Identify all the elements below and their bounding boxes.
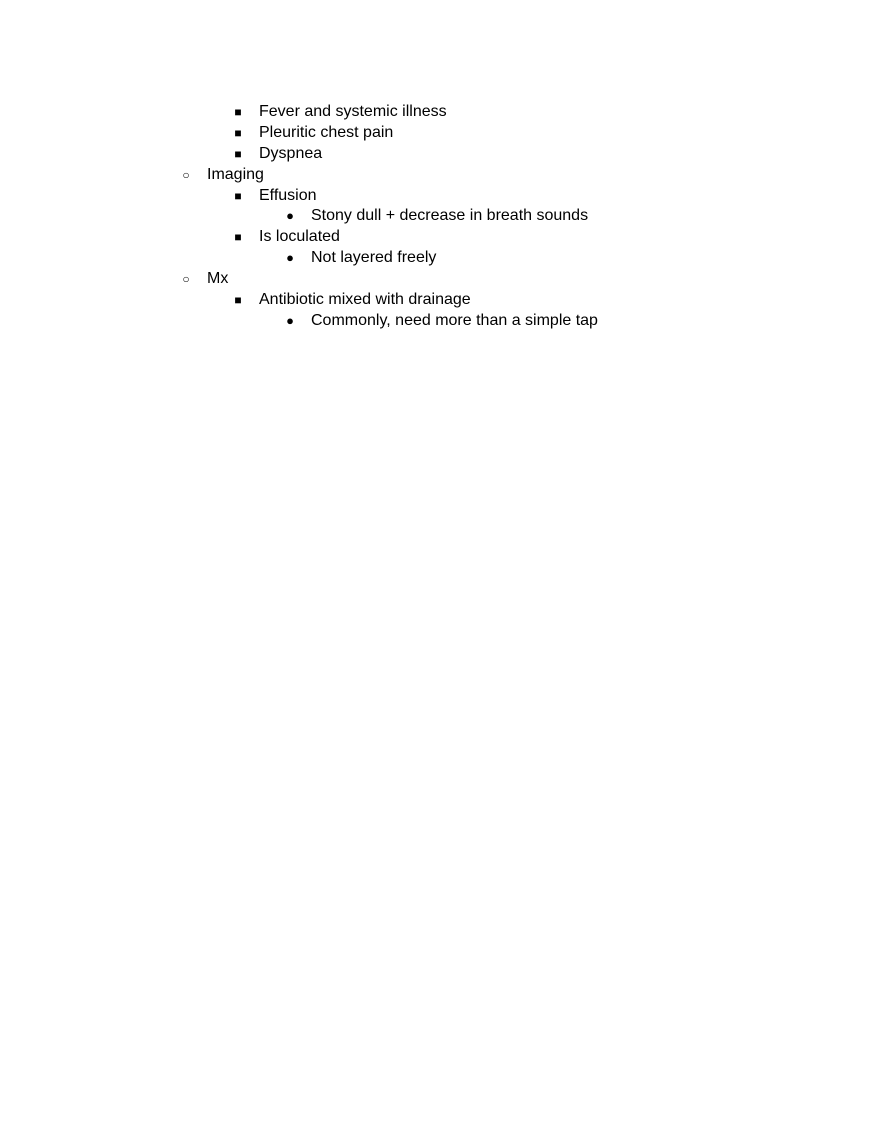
list-item-dyspnea — [0, 144, 880, 165]
list-item-text: Stony dull + decrease in breath sounds — [311, 207, 589, 225]
list-item-effusion — [0, 186, 880, 207]
circle-bullet-icon: ○ — [182, 167, 190, 182]
list-item-pleuritic-pain — [0, 123, 880, 144]
list-item-simple-tap — [0, 311, 880, 332]
list-item-stony-dull — [0, 206, 880, 227]
list-item-text: Commonly, need more than a simple tap — [311, 311, 598, 329]
disc-bullet-icon: ● — [286, 312, 294, 328]
list-item-mx — [0, 269, 880, 290]
list-item-text: Effusion — [259, 186, 317, 204]
list-item-loculated — [0, 227, 880, 248]
list-item-text: Not layered freely — [311, 249, 437, 267]
square-bullet-icon: ■ — [234, 293, 242, 308]
bulleted-outline — [0, 102, 880, 332]
list-item-fever — [0, 102, 880, 123]
list-item-imaging — [0, 165, 880, 186]
square-bullet-icon: ■ — [234, 230, 242, 245]
square-bullet-icon: ■ — [234, 146, 242, 161]
list-item-text: Mx — [207, 270, 229, 288]
list-item-text: Imaging — [207, 165, 264, 183]
square-bullet-icon: ■ — [234, 125, 242, 140]
circle-bullet-icon: ○ — [182, 272, 190, 287]
list-item-antibiotic-drainage — [0, 290, 880, 311]
square-bullet-icon: ■ — [234, 188, 242, 203]
square-bullet-icon: ■ — [234, 105, 242, 119]
list-item-text: Pleuritic chest pain — [259, 123, 394, 141]
list-item-text: Antibiotic mixed with drainage — [259, 291, 471, 309]
disc-bullet-icon: ● — [286, 250, 294, 266]
list-item-not-layered — [0, 248, 880, 269]
disc-bullet-icon: ● — [286, 208, 294, 224]
list-item-text: Dyspnea — [259, 144, 323, 162]
list-item-text: Is loculated — [259, 228, 340, 246]
list-item-text: Fever and systemic illness — [259, 103, 447, 120]
